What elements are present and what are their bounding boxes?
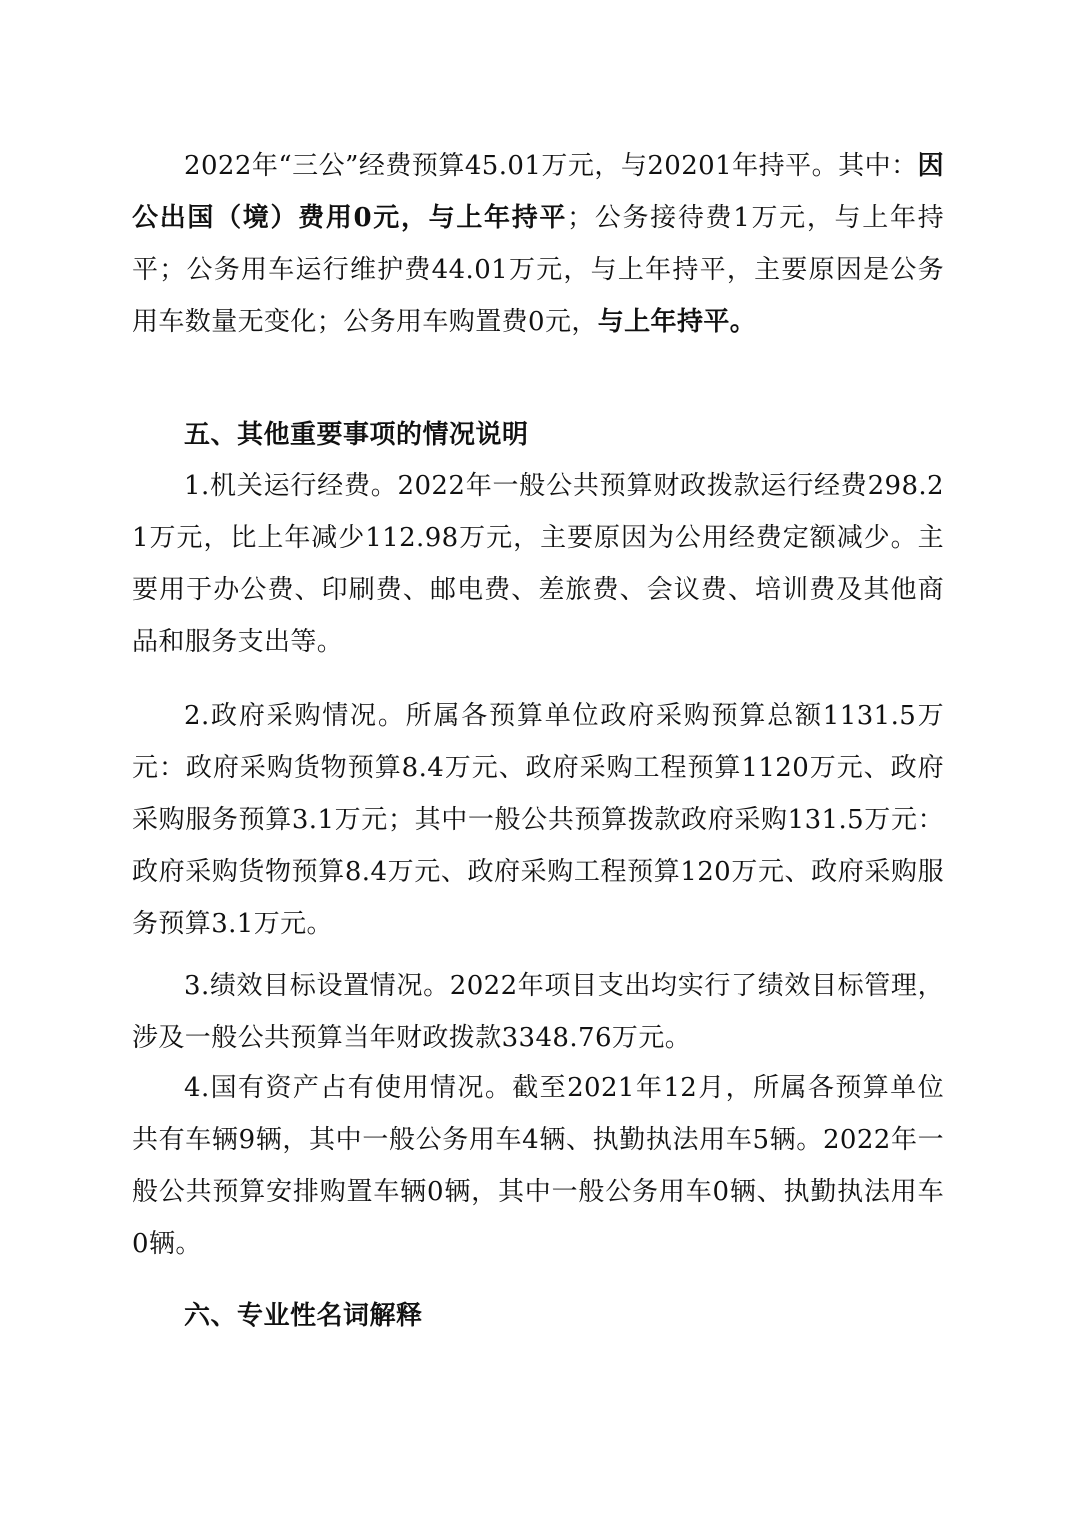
sangong-expense-paragraph — [132, 140, 944, 348]
section-five-heading: 五、其他重要事项的情况说明 — [184, 420, 529, 450]
sangong-text-intro: 2022年“三公”经费预算45.01万元，与20201年持平。其中： — [184, 151, 918, 181]
operating-expense-paragraph: 1.机关运行经费。2022年一般公共预算财政拨款运行经费298.21万元，比上年减少112.98万元，主要原因为公用经费定额减少。主要用于办公费、印刷费、邮电费、差旅费、会议费、培训费及其他商品和服务支出等。 — [132, 471, 944, 657]
section-six-heading: 六、专业性名词解释 — [184, 1301, 423, 1331]
state-assets-paragraph: 4.国有资产占有使用情况。截至2021年12月，所属各预算单位共有车辆9辆，其中一般公务用车4辆、执勤执法用车5辆。2022年一般公共预算安排购置车辆0辆，其中一般公务用车0辆、执勤执法用车0辆。 — [132, 1073, 944, 1259]
procurement-paragraph: 2.政府采购情况。所属各预算单位政府采购预算总额1131.5万元：政府采购货物预算8.4万元、政府采购工程预算1120万元、政府采购服务预算3.1万元；其中一般公共预算拨款政府采购131.5万元：政府采购货物预算8.4万元、政府采购工程预算120万元、政府采购服务预算3.1万元。 — [132, 701, 944, 939]
sangong-text-bold-end: 与上年持平。 — [597, 307, 757, 337]
sangong-text-bold-abroad: 因公出国（境）费用0元，与上年持平 — [132, 151, 944, 233]
performance-target-paragraph: 3.绩效目标设置情况。2022年项目支出均实行了绩效目标管理，涉及一般公共预算当年财政拨款3348.76万元。 — [132, 971, 944, 1053]
sangong-text-details: ；公务接待费1万元，与上年持平；公务用车运行维护费44.01万元，与上年持平，主要原因是公务用车数量无变化；公务用车购置费0元， — [132, 203, 944, 337]
